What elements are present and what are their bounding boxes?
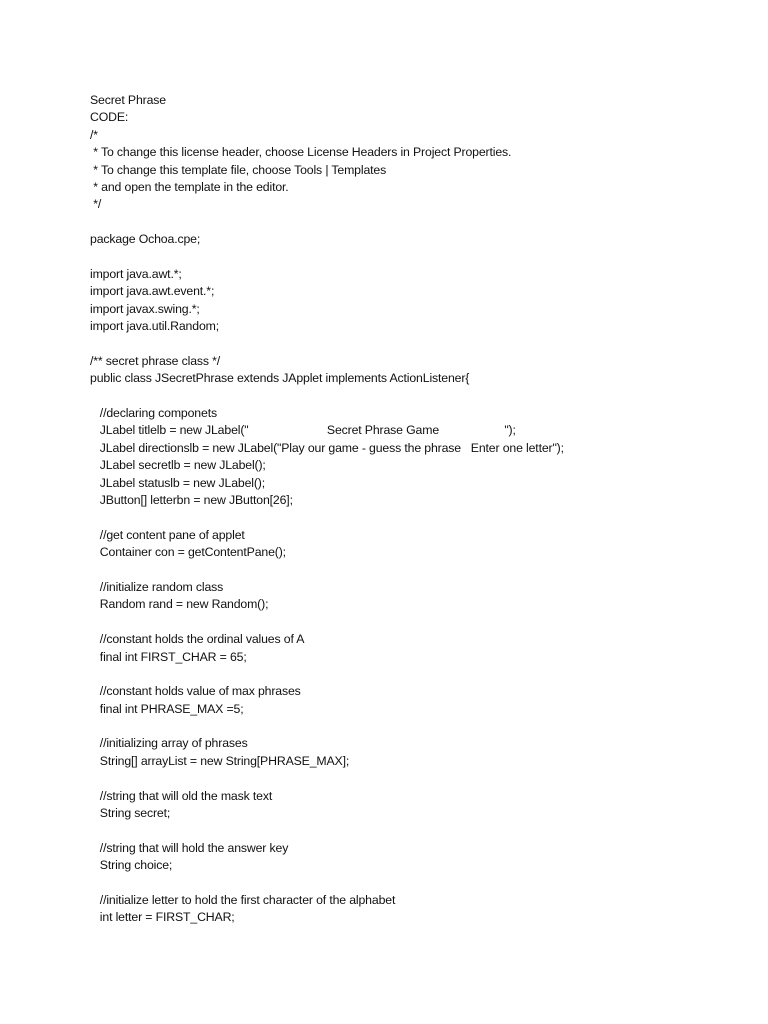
code-line: //initialize letter to hold the first character of the alphabet [90, 892, 396, 907]
code-line: JLabel directionslb = new JLabel("Play our game - guess the phrase Enter one letter"); [90, 440, 564, 455]
code-line: package Ochoa.cpe; [90, 232, 201, 247]
code-line: //initializing array of phrases [90, 736, 248, 751]
code-line: * To change this template file, choose Tools | Templates [90, 162, 387, 177]
code-line: String[] arrayList = new String[PHRASE_MAX]; [90, 753, 350, 768]
code-line: String secret; [90, 806, 171, 821]
code-line: /* [90, 127, 98, 142]
code-line: JButton[] letterbn = new JButton[26]; [90, 492, 293, 507]
code-line: import javax.swing.*; [90, 301, 200, 316]
code-line: Random rand = new Random(); [90, 597, 269, 612]
blank-line [90, 249, 750, 266]
blank-line [90, 214, 750, 231]
code-line: * and open the template in the editor. [90, 179, 289, 194]
code-line: * To change this license header, choose License Headers in Project Properties. [90, 145, 512, 160]
document-title: Secret Phrase [90, 93, 166, 107]
code-line: //constant holds the ordinal values of A [90, 632, 305, 647]
code-line: //declaring componets [90, 406, 217, 421]
blank-line [90, 822, 750, 839]
code-line: import java.awt.*; [90, 266, 182, 281]
blank-line [90, 335, 750, 352]
code-line: public class JSecretPhrase extends JApplet implements ActionListener{ [90, 371, 470, 386]
code-line: final int PHRASE_MAX =5; [90, 701, 244, 716]
code-line: */ [90, 197, 102, 212]
code-line: import java.awt.event.*; [90, 284, 215, 299]
blank-line [90, 770, 750, 787]
code-line: //string that will hold the answer key [90, 840, 289, 855]
blank-line [90, 718, 750, 735]
code-line: import java.util.Random; [90, 319, 219, 334]
code-line: //string that will old the mask text [90, 788, 273, 803]
code-line: String choice; [90, 858, 173, 873]
blank-line [90, 875, 750, 892]
code-line: //constant holds value of max phrases [90, 684, 301, 699]
blank-line [90, 562, 750, 579]
code-line: //get content pane of applet [90, 527, 245, 542]
code-line: JLabel titlelb = new JLabel(" Secret Phrase Game "); [90, 423, 516, 438]
code-line: Container con = getContentPane(); [90, 545, 286, 560]
code-line: final int FIRST_CHAR = 65; [90, 649, 247, 664]
code-document [90, 92, 750, 927]
code-line: JLabel secretlb = new JLabel(); [90, 458, 266, 473]
code-heading: CODE: [90, 110, 129, 125]
blank-line [90, 666, 750, 683]
code-line: JLabel statuslb = new JLabel(); [90, 475, 266, 490]
code-line: /** secret phrase class */ [90, 353, 221, 368]
code-line: int letter = FIRST_CHAR; [90, 910, 235, 925]
code-line: //initialize random class [90, 579, 224, 594]
blank-line [90, 388, 750, 405]
blank-line [90, 509, 750, 526]
blank-line [90, 614, 750, 631]
